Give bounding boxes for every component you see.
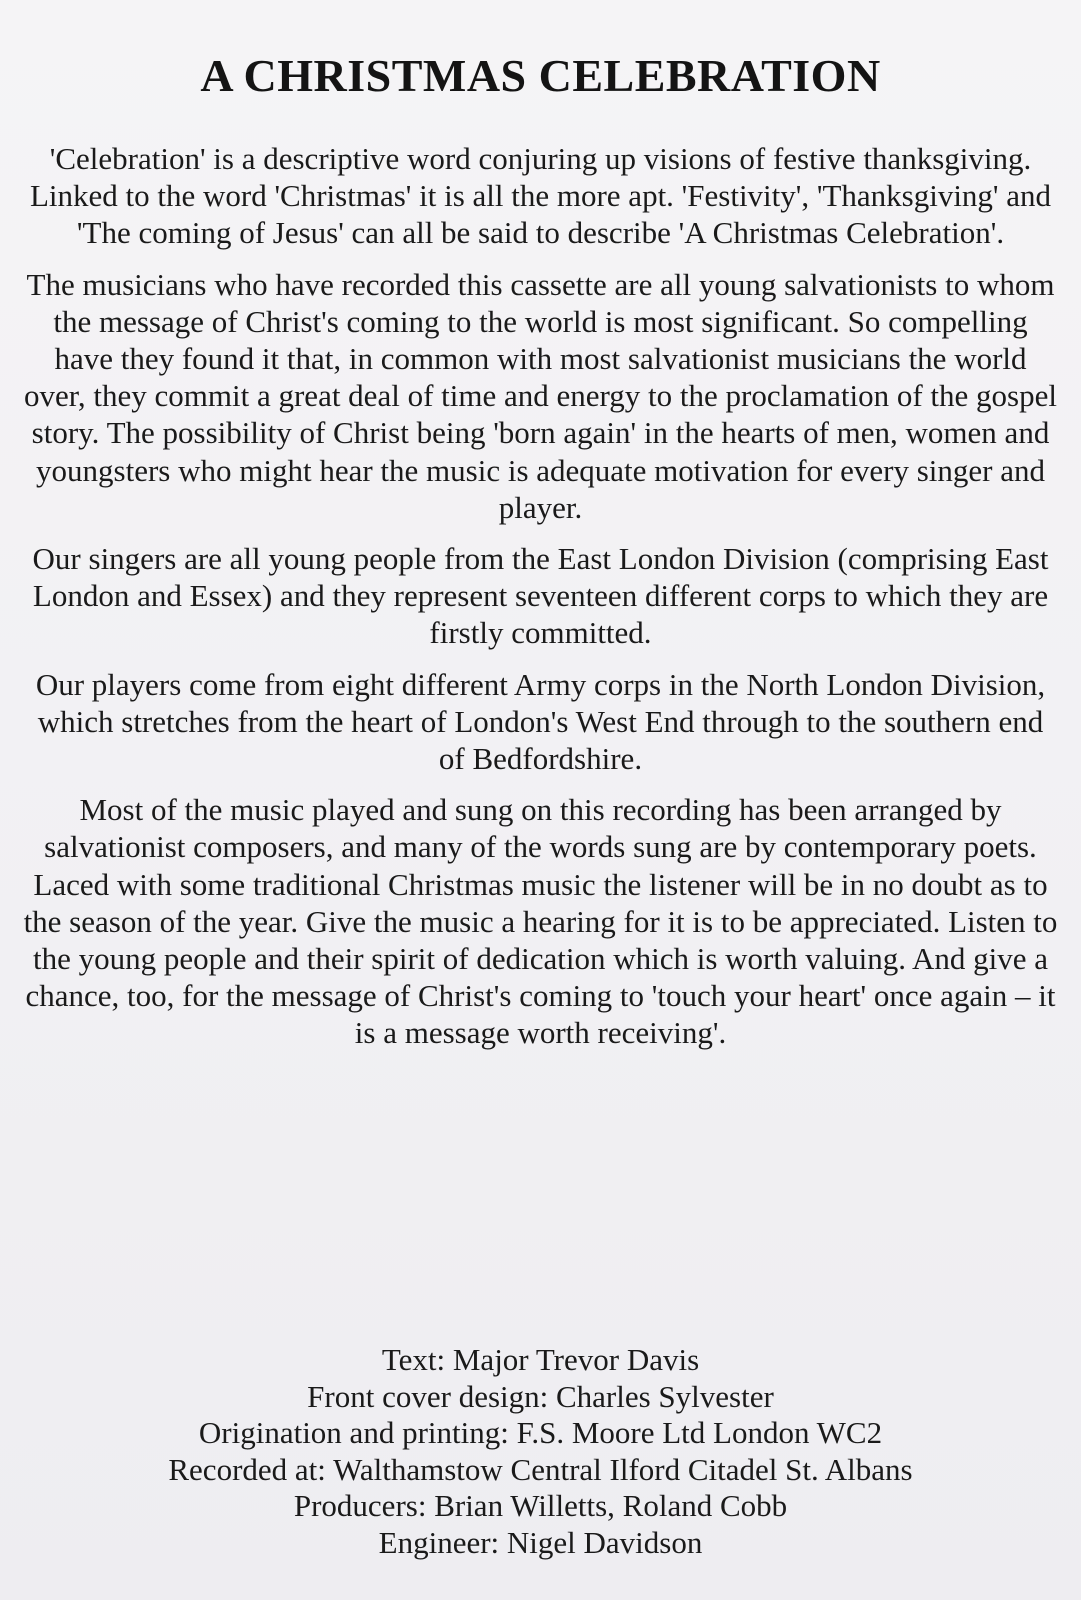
paragraph-players: Our players come from eight different Army corps in the North London Division, which stretches from the heart of London's West End through to the southern end of Bedfordshire. (35, 666, 1046, 777)
credit-producers: Producers: Brian Willetts, Roland Cobb (293, 1488, 788, 1523)
paragraph-singers: Our singers are all young people from the East London Division (comprising East London and Essex) and they represent seventeen different corps to which they are firstly committed. (32, 541, 1049, 651)
credit-printing: Origination and printing: F.S. Moore Ltd London WC2 (198, 1415, 883, 1450)
credit-cover-design: Front cover design: Charles Sylvester (307, 1378, 774, 1414)
credit-text: Text: Major Trevor Davis (381, 1342, 700, 1377)
paragraph-musicians: The musicians who have recorded this cassette are all young salvationists to whom the message of Christ's coming to the world is most significant. So compelling have they found it that, in common with most salvationist musicians the world over, they commit a great deal of time and energy to the proclamation of the gospel story. The possibility of Christ being 'born again' in the hearts of men, women and youngsters who might hear the music is adequate motivation for every singer and player. (24, 266, 1057, 525)
page-title: A CHRISTMAS CELEBRATION (200, 49, 881, 101)
credit-engineer: Engineer: Nigel Davidson (378, 1524, 703, 1560)
paragraph-intro: 'Celebration' is a descriptive word conjuring up visions of festive thanksgiving. Linked to the word 'Christmas' it is all the more apt. 'Festivity', 'Thanksgiving' and 'The coming of Jesus' can all be said to describe 'A Christmas Celebration'. (29, 141, 1052, 251)
credit-recorded-at: Recorded at: Walthamstow Central Ilford Citadel St. Albans (168, 1451, 913, 1487)
paragraph-music: Most of the music played and sung on this recording has been arranged by salvationist composers, and many of the words sung are by contemporary poets. Laced with some traditional Christmas music the listener will be in no doubt as to the season of the year. Give the music a hearing for it is to be appreciated. Listen to the young people and their spirit of dedication which is worth valuing. And give a chance, too, for the message of Christ's coming to 'touch your heart' once again – it is a message worth receiving'. (23, 792, 1058, 1051)
body-text (22, 140, 1059, 1066)
credits (0, 1342, 1081, 1561)
